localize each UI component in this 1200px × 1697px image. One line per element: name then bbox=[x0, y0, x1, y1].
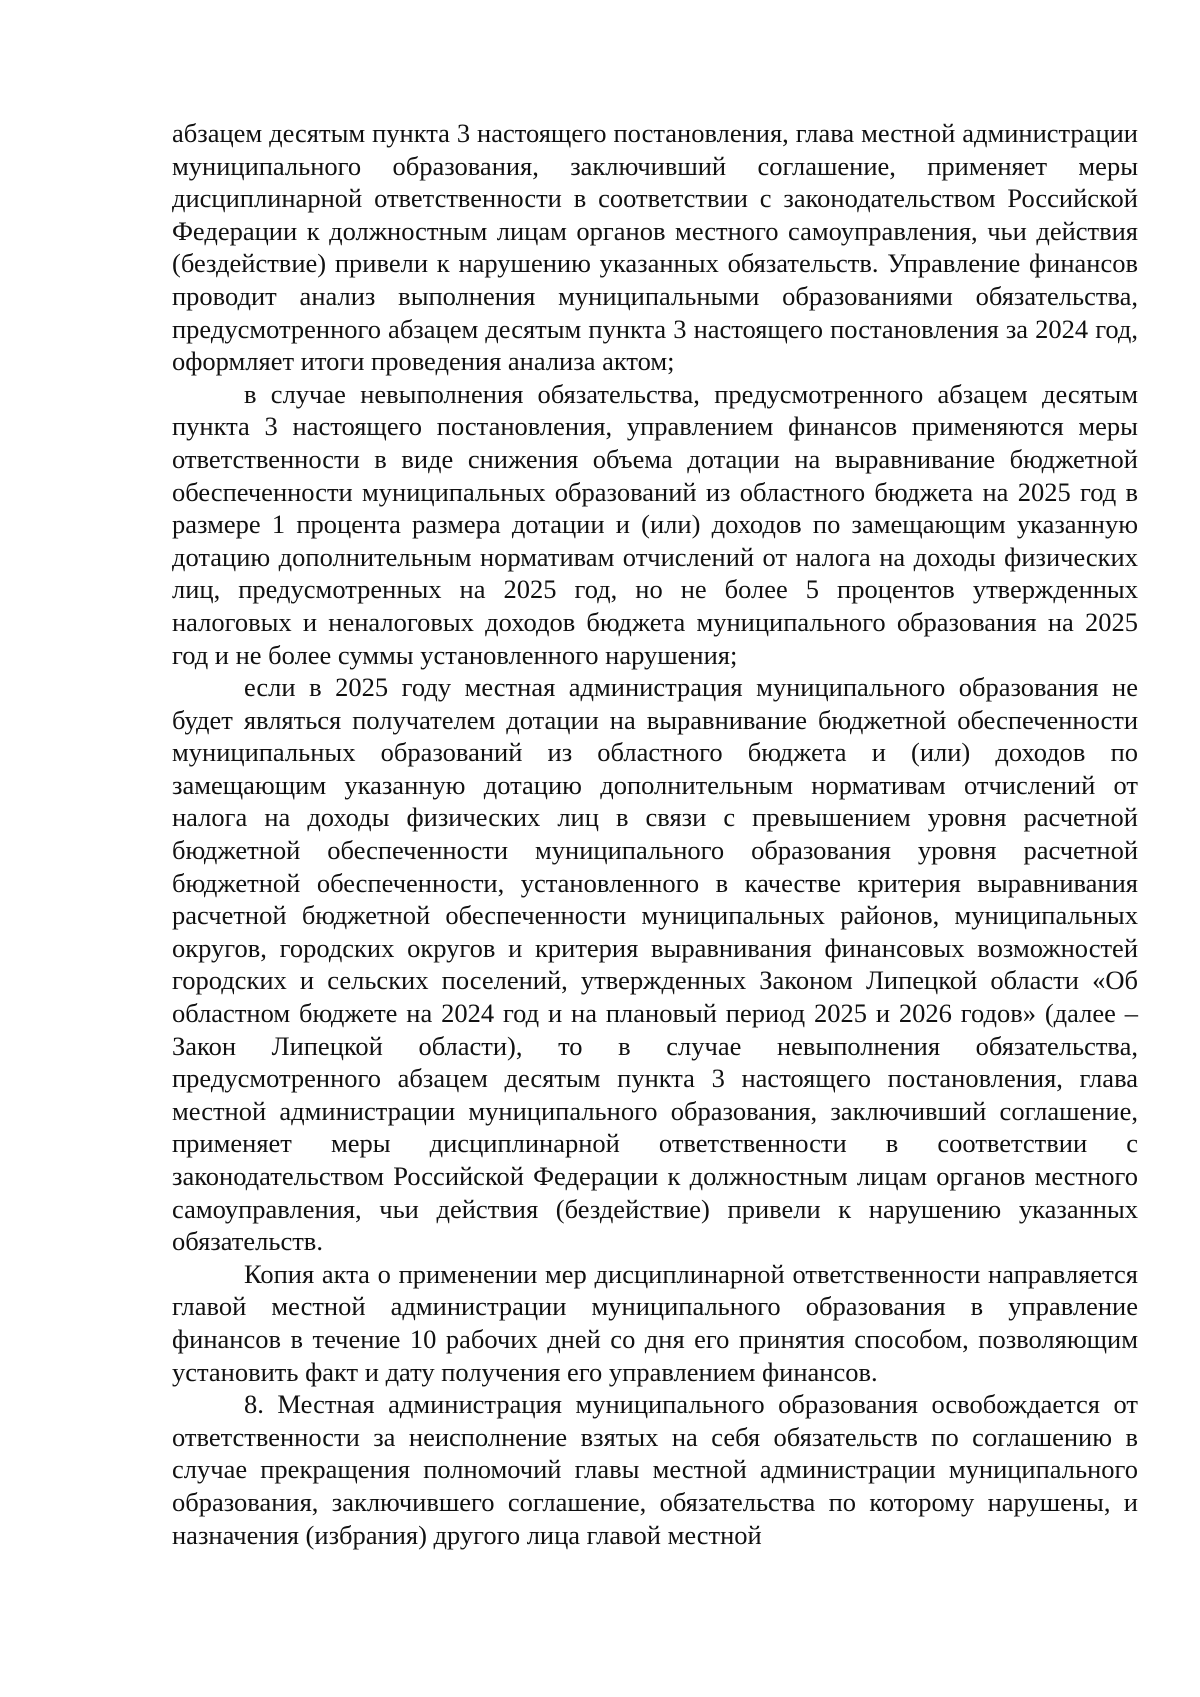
paragraph-item-8: 8. Местная администрация муниципального образования освобождается от ответственности за неисполнение взятых на себя обязательств по соглашению в случае прекращения полномочий главы местной администрации муниципального образования, заключившего соглашение, обязательства по которому нарушены, и назначения (избрания) другого лица главой местной bbox=[172, 1389, 1138, 1550]
paragraph-continuation: абзацем десятым пункта 3 настоящего постановления, глава местной администрации муниципального образования, заключивший соглашение, применяет меры дисциплинарной ответственности в соответствии с законодательством Российской Федерации к должностным лицам органов местного самоуправления, чьи действия (бездействие) привели к нарушению указанных обязательств. Управление финансов проводит анализ выполнения муниципальными образованиями обязательства, предусмотренного абзацем десятым пункта 3 настоящего постановления за 2024 год, оформляет итоги проведения анализа актом; bbox=[172, 118, 1138, 377]
paragraph-non-recipient-case: если в 2025 году местная администрация муниципального образования не будет являться получателем дотации на выравнивание бюджетной обеспеченности муниципальных образований из областного бюджета и (или) доходов по замещающим указанную дотацию дополнительным нормативам отчислений от налога на доходы физических лиц в связи с превышением уровня расчетной бюджетной обеспеченности муниципального образования уровня расчетной бюджетной обеспеченности, установленного в качестве критерия выравнивания расчетной бюджетной обеспеченности муниципальных районов, муниципальных округов, городских округов и критерия выравнивания финансовых возможностей городских и сельских поселений, утвержденных Законом Липецкой области «Об областном бюджете на 2024 год и на плановый период 2025 и 2026 годов» (далее – Закон Липецкой области), то в случае невыполнения обязательства, предусмотренного абзацем десятым пункта 3 настоящего постановления, глава местной администрации муниципального образования, заключивший соглашение, применяет меры дисциплинарной ответственности в соответствии с законодательством Российской Федерации к должностным лицам органов местного самоуправления, чьи действия (бездействие) привели к нарушению указанных обязательств. bbox=[172, 672, 1138, 1257]
document-page bbox=[172, 117, 1138, 1551]
paragraph-act-copy: Копия акта о применении мер дисциплинарной ответственности направляется главой местной администрации муниципального образования в управление финансов в течение 10 рабочих дней со дня его принятия способом, позволяющим установить факт и дату получения его управлением финансов. bbox=[172, 1258, 1138, 1387]
paragraph-penalty-reduction: в случае невыполнения обязательства, предусмотренного абзацем десятым пункта 3 настоящего постановления, управлением финансов применяются меры ответственности в виде снижения объема дотации на выравнивание бюджетной обеспеченности муниципальных образований из областного бюджета на 2025 год в размере 1 процента размера дотации и (или) доходов по замещающим указанную дотацию дополнительным нормативам отчислений от налога на доходы физических лиц, предусмотренных на 2025 год, но не более 5 процентов утвержденных налоговых и неналоговых доходов бюджета муниципального образования на 2025 год и не более суммы установленного нарушения; bbox=[172, 378, 1138, 670]
